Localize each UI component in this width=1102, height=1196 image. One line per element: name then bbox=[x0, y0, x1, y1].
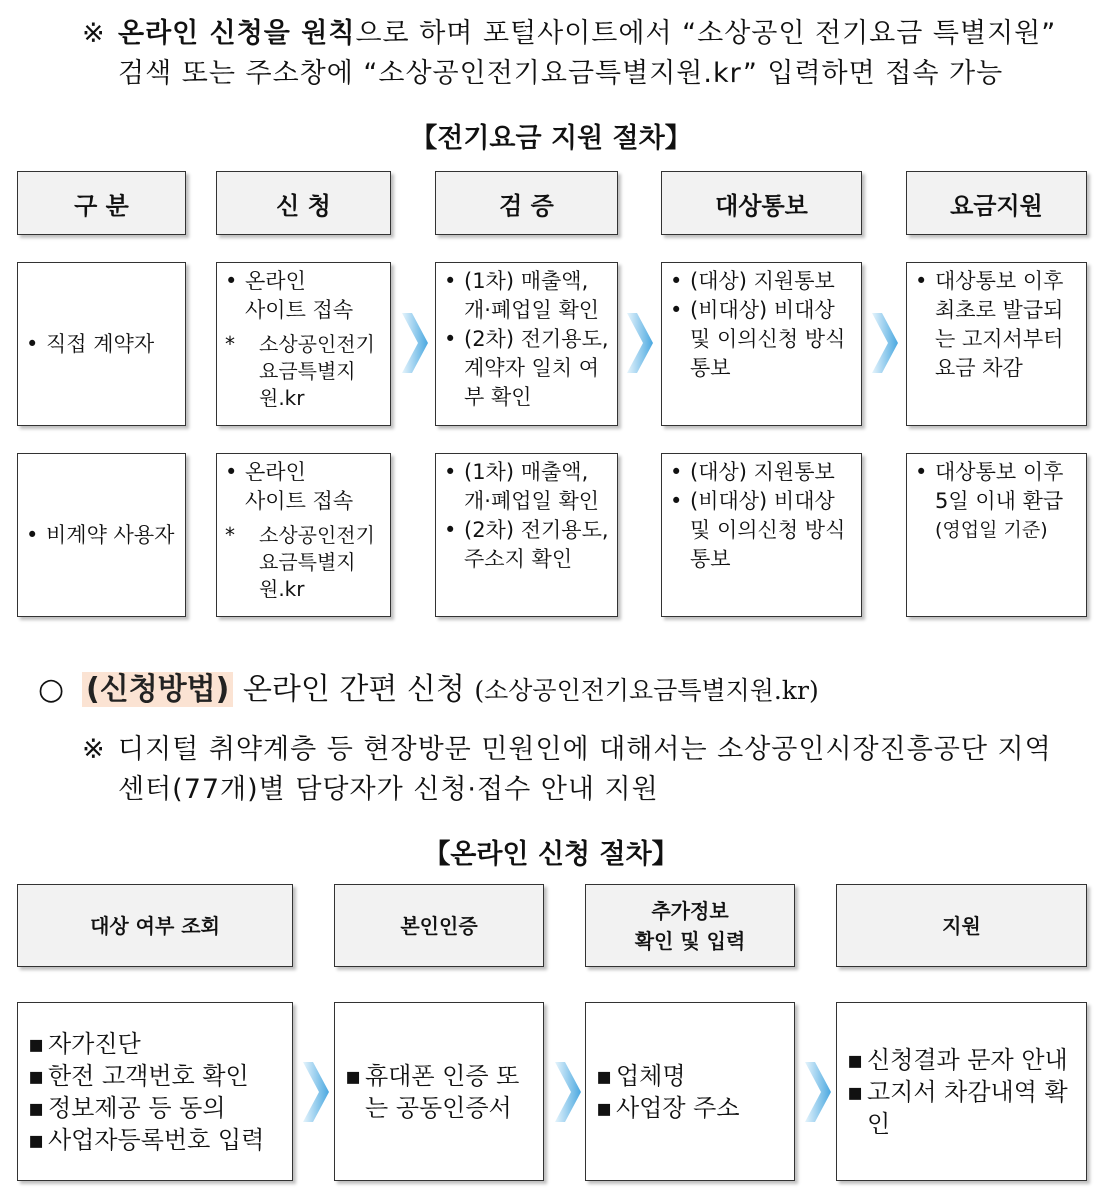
method-text: 온라인 간편 신청 bbox=[242, 672, 465, 707]
t2-header-support: 지원 bbox=[836, 884, 1087, 967]
table2-title: 【온라인 신청 절차】 bbox=[423, 839, 679, 870]
t2-header-extra: 추가정보 확인 및 입력 bbox=[585, 884, 795, 967]
t1-header-notify: 대상통보 bbox=[661, 171, 862, 235]
note-top-line2: 검색 또는 주소창에 “소상공인전기요금특별지원.kr” 입력하면 접속 가능 bbox=[118, 58, 1004, 89]
t1-row1-category: • 직접 계약자 bbox=[17, 262, 186, 426]
t1-row2-apply: • 온라인 사이트 접속 * 소상공인전기 요금특별지원.kr bbox=[216, 453, 391, 617]
arrow-right-icon bbox=[872, 313, 898, 373]
table1-title: 【전기요금 지원 절차】 bbox=[410, 123, 692, 154]
arrow-right-icon bbox=[627, 313, 653, 373]
arrow-right-icon bbox=[402, 313, 428, 373]
note-top-bold: 온라인 신청을 원칙 bbox=[118, 18, 356, 49]
method-line: ○ (신청방법) 온라인 간편 신청 (소상공인전기요금특별지원.kr) bbox=[38, 672, 819, 707]
t1-header-apply: 신 청 bbox=[216, 171, 391, 235]
t1-header-support: 요금지원 bbox=[906, 171, 1087, 235]
t2-step4: ▪ 신청결과 문자 안내 ▪ 고지서 차감내역 확인 bbox=[836, 1002, 1087, 1181]
note-mid-line2: 센터(77개)별 담당자가 신청·접수 안내 지원 bbox=[118, 774, 659, 805]
arrow-right-icon bbox=[555, 1062, 581, 1122]
t1-row2-apply-sub: * 소상공인전기 요금특별지원.kr bbox=[225, 523, 375, 601]
t2-step1: ▪ 자가진단 ▪ 한전 고객번호 확인 ▪ 정보제공 등 동의 ▪ 사업자등록번호 입력 bbox=[17, 1002, 293, 1181]
t1-row2-category: • 비계약 사용자 bbox=[17, 453, 186, 617]
arrow-right-icon bbox=[805, 1062, 831, 1122]
method-label: (신청방법) bbox=[82, 672, 233, 707]
t1-row1-support: • 대상통보 이후 최초로 발급되는 고지서부터 요금 차감 bbox=[906, 262, 1087, 426]
t1-row1-apply: • 온라인 사이트 접속 * 소상공인전기 요금특별지원.kr bbox=[216, 262, 391, 426]
t2-step2: ▪ 휴대폰 인증 또는 공동인증서 bbox=[334, 1002, 544, 1181]
t1-row2-support: • 대상통보 이후 5일 이내 환급 (영업일 기준) bbox=[906, 453, 1087, 617]
arrow-right-icon bbox=[303, 1062, 329, 1122]
note-mid: ※ 디지털 취약계층 등 현장방문 민원인에 대해서는 소상공인시장진흥공단 지역 센터(77개)별 담당자가 신청·접수 안내 지원 bbox=[82, 730, 1092, 810]
note-top bbox=[82, 14, 1092, 94]
note-top-line1: ※ 온라인 신청을 원칙으로 하며 포털사이트에서 “소상공인 전기요금 특별지원” bbox=[82, 18, 1057, 49]
t1-row1-apply-sub: * 소상공인전기 요금특별지원.kr bbox=[225, 332, 375, 410]
t2-header-auth: 본인인증 bbox=[334, 884, 544, 967]
note-top-line1-rest: 으로 하며 포털사이트에서 “소상공인 전기요금 특별지원” bbox=[355, 18, 1057, 49]
t1-row2-verify: • (1차) 매출액, 개·폐업일 확인 • (2차) 전기용도, 주소지 확인 bbox=[435, 453, 618, 617]
t1-header-category: 구 분 bbox=[17, 171, 186, 235]
t1-row1-notify: • (대상) 지원통보 • (비대상) 비대상 및 이의신청 방식 통보 bbox=[661, 262, 862, 426]
t1-row1-verify: • (1차) 매출액, 개·폐업일 확인 • (2차) 전기용도, 계약자 일치 여부 확인 bbox=[435, 262, 618, 426]
t1-header-verify: 검 증 bbox=[435, 171, 618, 235]
t1-row2-notify: • (대상) 지원통보 • (비대상) 비대상 및 이의신청 방식 통보 bbox=[661, 453, 862, 617]
t2-step3: ▪ 업체명 ▪ 사업장 주소 bbox=[585, 1002, 795, 1181]
t2-header-check: 대상 여부 조회 bbox=[17, 884, 293, 967]
note-mid-line1: 디지털 취약계층 등 현장방문 민원인에 대해서는 소상공인시장진흥공단 지역 bbox=[118, 734, 1052, 765]
method-url: (소상공인전기요금특별지원.kr) bbox=[474, 676, 819, 705]
